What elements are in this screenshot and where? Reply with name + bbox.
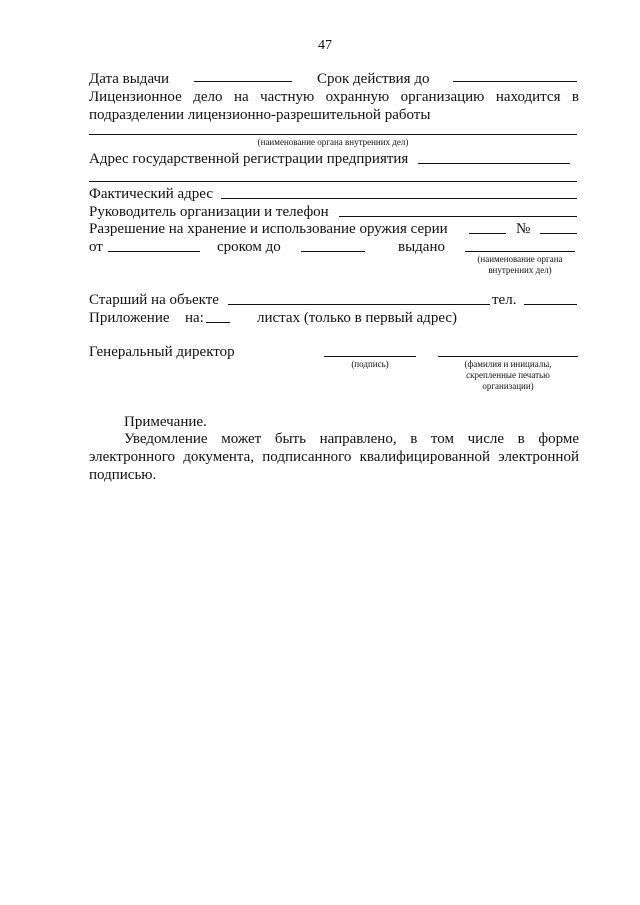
director-label: Генеральный директор [89,344,235,360]
issue-date-label: Дата выдачи [89,71,170,87]
name-caption-line2: скрепленные печатью [466,370,550,380]
registration-address-label: Адрес государственной регистрации предприятия [89,151,409,167]
actual-address-label: Фактический адрес [89,186,213,202]
permit-issued-field[interactable] [465,251,575,252]
attachment-sheets-label: листах (только в первый адрес) [257,310,458,326]
license-paragraph-line2: подразделении лицензионно-разрешительной работы [89,107,431,123]
permit-series-field[interactable] [469,233,506,234]
senior-label: Старший на объекте [89,292,219,308]
senior-field[interactable] [228,304,490,305]
registration-address-field[interactable] [418,163,570,164]
weapon-permit-label: Разрешение на хранение и использование оружия серии [89,221,448,237]
attachment-on-label: на: [185,310,204,326]
signature-caption: (подпись) [351,359,389,369]
name-caption-line1: (фамилия и инициалы, [464,359,552,369]
name-field[interactable] [438,356,578,357]
note-line3: подписью. [89,467,157,483]
name-caption-line3: организации) [482,381,534,391]
head-phone-label: Руководитель организации и телефон [89,204,329,220]
validity-label: Срок действия до [317,71,430,87]
permit-number-field[interactable] [540,233,577,234]
permit-from-label: от [89,239,103,255]
attachment-sheets-field[interactable] [206,322,230,323]
note-line2: электронного документа, подписанного квалифицированной электронной [89,449,579,465]
number-sign: № [516,221,531,237]
permit-from-field[interactable] [108,251,200,252]
head-phone-field[interactable] [339,216,577,217]
permit-term-field[interactable] [301,251,365,252]
signature-field[interactable] [324,356,416,357]
permit-caption-line1: (наименование органа [477,254,563,264]
attachment-label: Приложение [89,310,170,326]
senior-phone-field[interactable] [524,304,577,305]
note-line1: Уведомление может быть направлено, в том числе в форме [124,431,579,447]
permit-caption-line2: внутренних дел) [488,265,552,275]
actual-address-field[interactable] [221,198,577,199]
permit-term-label: сроком до [217,239,281,255]
issue-date-field[interactable] [194,81,292,82]
internal-affairs-field[interactable] [89,134,577,135]
internal-affairs-caption: (наименование органа внутренних дел) [257,137,409,147]
permit-issued-label: выдано [398,239,445,255]
phone-label: тел. [492,292,517,308]
page-number: 47 [318,38,332,53]
license-paragraph-line1: Лицензионное дело на частную охранную организацию находится в [89,89,579,105]
validity-date-field[interactable] [453,81,577,82]
registration-address-line2[interactable] [89,181,577,182]
note-title: Примечание. [124,414,207,430]
